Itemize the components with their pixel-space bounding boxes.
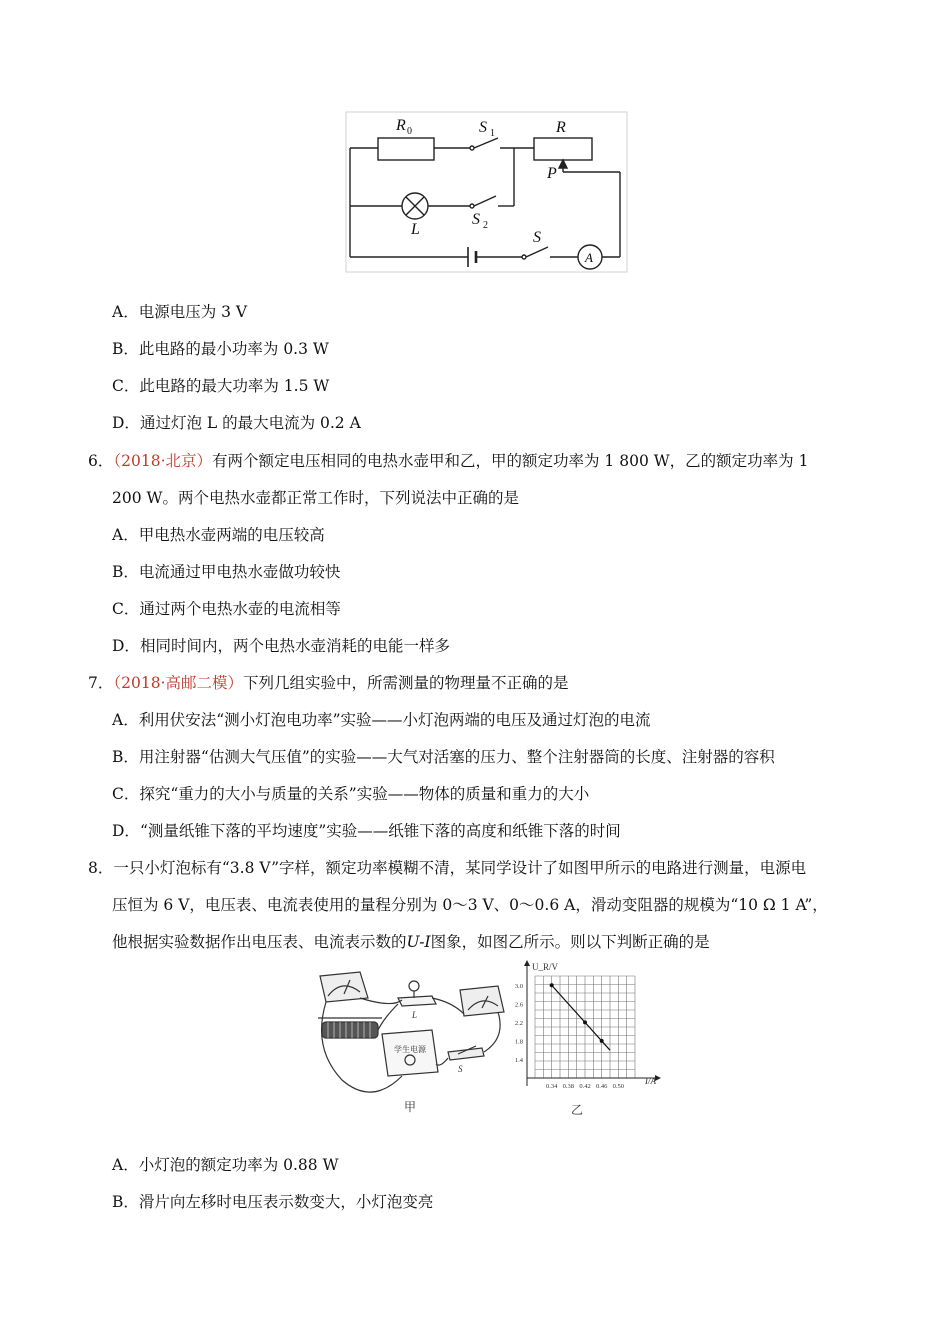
y-tick-label: 1.8 (514, 1038, 523, 1046)
q5-option-d (112, 413, 361, 433)
q7-option-d (112, 821, 621, 841)
y-tick-label: 2.6 (514, 1001, 523, 1009)
chart-axes (524, 960, 661, 1086)
option-text: 甲电热水壶两端的电压较高 (138, 526, 325, 544)
figure-label-s: S (458, 1064, 463, 1074)
question-text: 压恒为 6 V，电压表、电流表使用的量程分别为 0～3 V、0～0.6 A，滑动变阻器的规模为“10 Ω 1 A”， (112, 896, 828, 914)
question-text: 有两个额定电压相同的电热水壶甲和乙，甲的额定功率为 1 800 W，乙的额定功率为 1 (212, 452, 809, 470)
option-text: 电流通过甲电热水壶做功较快 (138, 563, 341, 581)
q8-stem (88, 858, 806, 878)
voltmeter-icon (320, 972, 368, 1002)
q7-stem (88, 673, 569, 693)
ui-chart (505, 958, 665, 1120)
resistor-r0 (378, 138, 434, 160)
label-r: R (556, 119, 566, 136)
chart-grid (535, 976, 635, 1078)
data-point (583, 1020, 587, 1024)
switch-s2 (474, 196, 496, 206)
option-text: 此电路的最大功率为 1.5 W (139, 377, 330, 395)
option-letter: D． (112, 637, 140, 655)
label-r0: R (396, 117, 406, 134)
option-letter: C． (112, 785, 140, 803)
chart-series (550, 983, 610, 1050)
option-text: 相同时间内，两个电热水壶消耗的电能一样多 (139, 637, 450, 655)
figure-caption-jia: 甲 (404, 1100, 417, 1114)
y-axis-arrow (524, 960, 530, 966)
q7-option-a (112, 710, 651, 730)
option-text: 探究“重力的大小与质量的关系”实验——物体的质量和重力的大小 (139, 785, 590, 803)
label-l: L (411, 221, 420, 238)
option-text: 通过灯泡 L 的最大电流为 0.2 A (139, 414, 361, 432)
option-letter: D． (112, 822, 140, 840)
question-text: 200 W。两个电热水壶都正常工作时，下列说法中正确的是 (112, 489, 519, 507)
q6-stem (88, 451, 808, 471)
q6-option-b (112, 562, 340, 582)
x-tick-label: 0.50 (612, 1083, 625, 1090)
option-letter: A． (112, 526, 139, 544)
label-s1-sub: 1 (490, 128, 495, 139)
rheostat-r (534, 138, 592, 160)
option-text: 滑片向左移时电压表示数变大，小灯泡变亮 (138, 1193, 434, 1211)
x-tick-label: 0.38 (562, 1083, 575, 1090)
option-letter: D． (112, 414, 140, 432)
x-tick-label: 0.34 (545, 1083, 558, 1090)
y-axis-label: U_R/V (532, 962, 559, 972)
option-letter: B． (112, 1193, 139, 1211)
q7-option-c (112, 784, 589, 804)
y-tick-label: 3.0 (514, 982, 523, 990)
q8-option-b (112, 1192, 433, 1212)
chart-ticks (515, 983, 624, 1090)
figure-caption-yi: 乙 (571, 1103, 584, 1117)
label-r0-sub: 0 (407, 126, 412, 137)
question-text: 下列几组实验中，所需测量的物理量不正确的是 (243, 674, 569, 692)
label-p: P (547, 165, 557, 182)
question-number: 6． (88, 452, 114, 470)
q6-option-a (112, 525, 325, 545)
label-ammeter: A (585, 250, 593, 265)
label-s2-sub: 2 (483, 220, 488, 231)
question-text-italic: U-I (406, 933, 431, 951)
apparatus-figure (312, 968, 512, 1118)
question-text: 图象，如图乙所示。则以下判断正确的是 (430, 933, 710, 951)
power-supply-label: 学生电源 (394, 1045, 426, 1054)
q6-option-d (112, 636, 450, 656)
y-tick-label: 1.4 (514, 1056, 523, 1064)
option-letter: C． (112, 377, 140, 395)
label-s2: S (472, 211, 480, 228)
q5-option-a (112, 302, 247, 322)
option-letter: A． (112, 303, 139, 321)
option-text: 电源电压为 3 V (138, 303, 248, 321)
q6-option-c (112, 599, 341, 619)
option-text: 利用伏安法“测小灯泡电功率”实验——小灯泡两端的电压及通过灯泡的电流 (138, 711, 651, 729)
question-source: （2018·高邮二模） (113, 674, 243, 692)
option-text: 小灯泡的额定功率为 0.88 W (138, 1156, 339, 1174)
question-text: 一只小灯泡标有“3.8 V”字样，额定功率模糊不清，某同学设计了如图甲所示的电路进行测量，电源电 (113, 859, 807, 877)
data-point (600, 1039, 604, 1043)
option-letter: B． (112, 748, 139, 766)
q7-option-b (112, 747, 775, 767)
switch-s1 (474, 138, 498, 148)
circuit-diagram-1 (344, 110, 629, 275)
q8-option-a (112, 1155, 339, 1175)
q5-option-b (112, 339, 329, 359)
y-tick-label: 2.2 (514, 1019, 523, 1027)
bulb-icon (409, 981, 419, 991)
option-letter: A． (112, 711, 139, 729)
q8-stem-cont-1 (112, 895, 828, 915)
data-point (550, 983, 554, 987)
figure-label-l: L (412, 1010, 418, 1020)
option-text: 此电路的最小功率为 0.3 W (138, 340, 329, 358)
question-number: 7． (88, 674, 114, 692)
option-letter: B． (112, 563, 139, 581)
option-text: “测量纸锥下落的平均速度”实验——纸锥下落的高度和纸锥下落的时间 (139, 822, 621, 840)
option-letter: C． (112, 600, 140, 618)
option-text: 用注射器“估测大气压值”的实验——大气对活塞的压力、整个注射器筒的长度、注射器的容积 (138, 748, 775, 766)
question-text: 他根据实验数据作出电压表、电流表示数的 (112, 933, 407, 951)
q6-stem-cont (112, 488, 519, 508)
label-s1: S (479, 119, 487, 136)
option-letter: B． (112, 340, 139, 358)
question-number: 8． (88, 859, 114, 877)
option-letter: A． (112, 1156, 139, 1174)
switch-s (526, 247, 548, 257)
x-axis-label: I/A (645, 1076, 656, 1086)
q8-stem-cont-2 (112, 932, 710, 952)
label-s: S (533, 229, 541, 246)
q5-option-c (112, 376, 329, 396)
question-source: （2018·北京） (113, 452, 212, 470)
x-tick-label: 0.46 (595, 1083, 608, 1090)
option-text: 通过两个电热水壶的电流相等 (139, 600, 341, 618)
x-tick-label: 0.42 (579, 1083, 591, 1090)
